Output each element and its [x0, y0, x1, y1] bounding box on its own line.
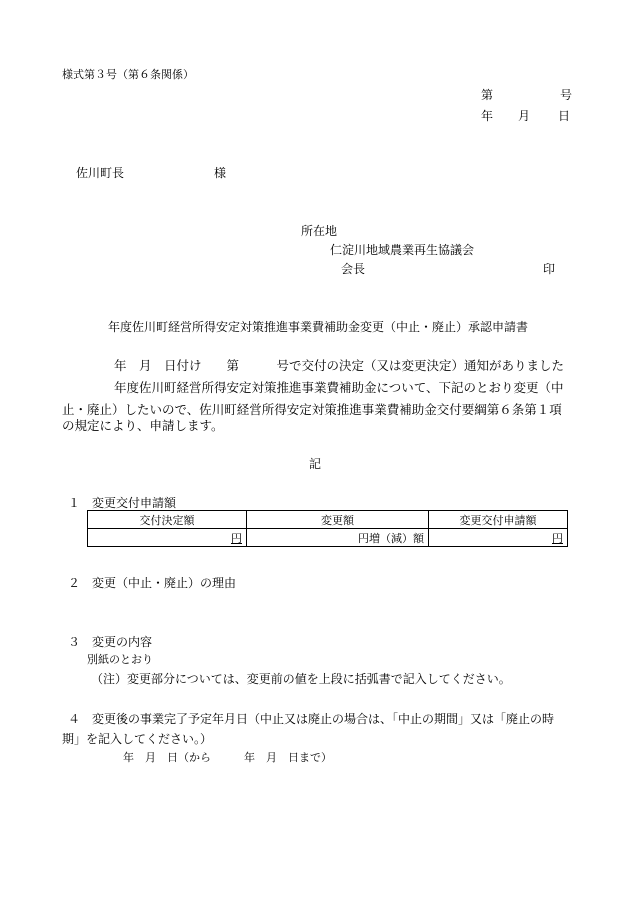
section3-heading: ３ 変更の内容	[68, 635, 153, 649]
section2-heading: ２ 変更（中止・廃止）の理由	[68, 576, 237, 590]
applicant-location-label: 所在地	[301, 224, 338, 238]
column-header: 変更額	[247, 511, 429, 529]
applicant-seal: 印	[543, 262, 556, 276]
addressee-honorific: 様	[214, 166, 227, 180]
column-header: 交付決定額	[88, 511, 247, 529]
form-label: 様式第３号（第６条関係）	[62, 68, 194, 81]
column-header: 変更交付申請額	[429, 511, 568, 529]
amount-table	[87, 510, 568, 547]
body-line-2: 年度佐川町経営所得安定対策推進事業費補助金について、下記のとおり変更（中	[114, 380, 564, 395]
section3-note: （注）変更部分については、変更前の値を上段に括弧書で記入してください。	[91, 672, 511, 686]
applicant-title: 会長	[341, 262, 366, 276]
section4-dates: 年 月 日（から 年 月 日まで）	[123, 751, 332, 764]
document-title: 年度佐川町経営所得安定対策推進事業費補助金変更（中止・廃止）承認申請書	[108, 320, 529, 334]
date-month: 月	[518, 109, 531, 123]
number-label-right: 号	[560, 88, 573, 102]
section3-sub: 別紙のとおり	[87, 653, 153, 666]
body-line-3: 止・廃止）したいので、佐川町経営所得安定対策推進事業費補助金交付要綱第６条第１項	[62, 402, 562, 417]
table-cell: 円	[88, 529, 247, 547]
section1-heading: １ 変更交付申請額	[68, 496, 177, 510]
number-label-left: 第	[481, 88, 494, 102]
applicant-org: 仁淀川地域農業再生協議会	[330, 243, 475, 257]
body-line-1: 年 月 日付け 第 号で交付の決定（又は変更決定）通知がありました	[114, 358, 565, 373]
section4-heading-line2: 期」を記入してください。）	[62, 732, 213, 746]
table-header-row	[88, 511, 568, 529]
date-year: 年	[481, 109, 494, 123]
addressee-name: 佐川町長	[76, 166, 125, 180]
body-line-4: の規定により、申請します。	[62, 418, 224, 433]
ki-heading: 記	[309, 457, 322, 471]
table-row	[88, 529, 568, 547]
table-cell: 円	[429, 529, 568, 547]
date-day: 日	[558, 109, 571, 123]
section4-heading-line1: ４ 変更後の事業完了予定年月日（中止又は廃止の場合は、「中止の期間」又は「廃止の時	[68, 712, 555, 726]
table-cell: 円増（減）額	[247, 529, 429, 547]
